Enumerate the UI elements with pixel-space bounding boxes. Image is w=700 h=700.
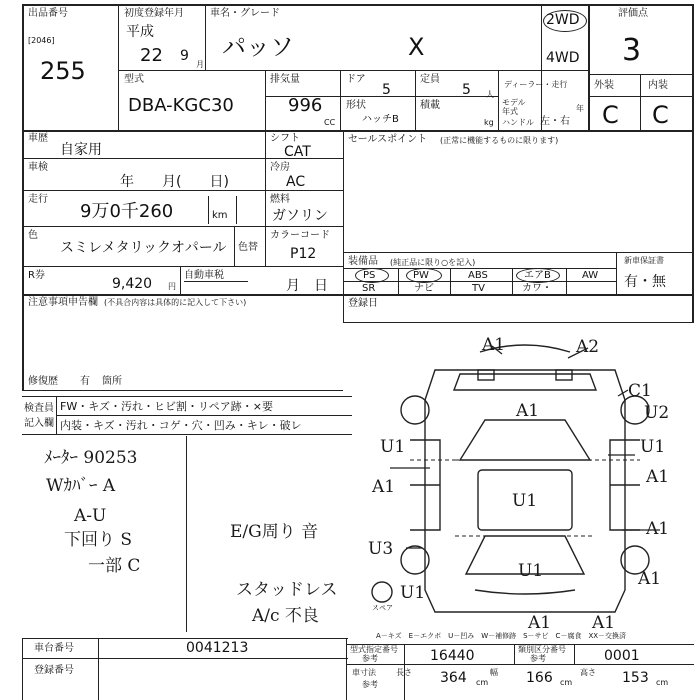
bottom-frame xyxy=(22,638,348,639)
ac-value: AC xyxy=(286,174,306,190)
spare-label: スペア xyxy=(372,604,393,612)
divider xyxy=(343,252,694,253)
divider xyxy=(22,434,352,435)
warranty-value: 有・無 xyxy=(624,274,666,290)
height-label: 高さ xyxy=(580,668,596,677)
reg-month-unit: 月 xyxy=(196,60,204,69)
divider xyxy=(22,266,343,267)
damage-right-fender: U2 xyxy=(644,403,670,423)
displacement-label: 排気量 xyxy=(270,74,300,85)
capacity-value: 5 xyxy=(462,82,471,98)
divider xyxy=(415,70,416,130)
selling-label: セールスポイント xyxy=(348,134,428,145)
equipment-label: 装備品 xyxy=(348,256,378,267)
recycle-value: 9,420 xyxy=(112,276,153,292)
divider xyxy=(616,252,617,294)
drive-4wd: 4WD xyxy=(546,50,580,66)
capacity-label: 定員 xyxy=(420,74,440,85)
reg-year: 22 xyxy=(140,45,163,66)
fuel-label: 燃料 xyxy=(270,194,290,205)
frame-left xyxy=(22,4,24,390)
frame-right xyxy=(692,4,694,322)
bottom-grid xyxy=(346,664,694,665)
ext-value: C xyxy=(602,101,619,129)
doors-label: ドア xyxy=(346,74,366,85)
divider xyxy=(640,74,641,130)
notes-label: 注意事項申告欄 xyxy=(28,297,98,308)
damage-rear-bumper: A1 xyxy=(528,613,552,630)
chassis-value: 0041213 xyxy=(186,640,249,656)
notes-divider xyxy=(186,436,187,632)
length-unit: cm xyxy=(476,678,489,687)
recycle-unit: 円 xyxy=(168,282,176,291)
hand-note-wcover: Wｶﾊﾞｰ A xyxy=(46,476,116,496)
reg-month: 9 xyxy=(180,48,189,64)
model-year-label: モデル年式 xyxy=(502,98,526,116)
equip-tv: TV xyxy=(472,283,485,294)
width-value: 166 xyxy=(526,670,553,686)
divider xyxy=(340,70,341,130)
inspector-label-2: 記入欄 xyxy=(24,418,54,429)
damage-rear-bumper-right: A1 xyxy=(592,613,616,630)
divider xyxy=(265,70,266,130)
inspector-row-2: 内装・キズ・汚れ・コゲ・穴・凹み・キレ・破レ xyxy=(60,419,302,432)
reg-date-label: 初度登録年月 xyxy=(124,8,184,19)
shape-value: ハッチB xyxy=(362,114,399,125)
damage-hood: A1 xyxy=(516,401,540,421)
repair-unit: 箇所 xyxy=(102,376,122,387)
equipment-grid xyxy=(343,268,616,269)
warranty-label: 新車保証書 xyxy=(624,256,664,265)
divider xyxy=(22,190,343,191)
int-label: 内装 xyxy=(648,80,668,91)
equip-aw: AW xyxy=(582,270,599,281)
mileage-label: 走行 xyxy=(28,194,48,205)
drive-2wd: 2WD xyxy=(546,12,580,28)
divider xyxy=(22,130,694,132)
load-label: 積載 xyxy=(420,100,440,111)
tax-label: 自動車税 xyxy=(184,270,224,281)
height-value: 153 xyxy=(622,670,649,686)
hand-note-under: 下回り S xyxy=(64,530,133,550)
length-label: 長さ xyxy=(396,668,412,677)
type-value: DBA-KGC30 xyxy=(128,95,234,116)
damage-right-door-front: U1 xyxy=(640,437,666,457)
shape-label: 形状 xyxy=(346,100,366,111)
color-code: P12 xyxy=(290,246,317,262)
reg-era: 平成 xyxy=(126,24,154,40)
divider xyxy=(588,96,694,97)
recycle-label: R券 xyxy=(28,270,45,281)
register-label: 登録日 xyxy=(348,298,378,309)
tax-underline xyxy=(184,281,248,282)
load-unit: kg xyxy=(484,118,494,127)
chassis-label: 車台番号 xyxy=(34,643,74,654)
width-label: 幅 xyxy=(490,668,498,677)
divider xyxy=(118,4,119,70)
mileage-box-line xyxy=(236,196,237,224)
equip-sr: SR xyxy=(362,283,376,294)
ac-label: 冷房 xyxy=(270,162,290,173)
hand-note-engine: E/G周り 音 xyxy=(230,522,319,542)
damage-right-door: A1 xyxy=(646,467,670,487)
height-unit: cm xyxy=(656,678,669,687)
equip-pw: PW xyxy=(413,270,429,281)
class-designation-value: 0001 xyxy=(604,648,640,664)
color-label: 色 xyxy=(28,230,38,241)
divider xyxy=(118,70,589,71)
type-designation-label: 型式指定番号 xyxy=(350,645,398,654)
divider xyxy=(22,294,694,296)
divider xyxy=(265,130,266,266)
divider xyxy=(498,70,499,130)
dimensions-label: 車寸法 xyxy=(352,668,376,677)
displacement-value: 996 xyxy=(288,95,323,116)
model-grade: X xyxy=(408,33,425,61)
shift-label: シフト xyxy=(270,133,300,144)
inspector-row-1: FW・キズ・汚れ・ヒビ割・リペア跡・×要 xyxy=(60,400,273,413)
equip-navi: ナビ xyxy=(414,283,434,294)
mileage-unit: km xyxy=(212,210,228,221)
model-year-unit: 年 xyxy=(576,104,584,113)
doors-value: 5 xyxy=(382,82,391,98)
divider xyxy=(588,4,590,130)
damage-left-quarter: U1 xyxy=(400,583,426,603)
car-damage-diagram xyxy=(360,330,690,630)
notes-sub: (不具合内容は具体的に記入して下さい) xyxy=(104,298,247,307)
divider xyxy=(205,4,206,70)
tax-text: 月 日 xyxy=(286,278,328,294)
equipment-grid xyxy=(398,268,399,294)
damage-left-door: A1 xyxy=(372,477,396,497)
color-code-label: カラーコード xyxy=(270,230,330,241)
ext-label: 外装 xyxy=(594,80,614,91)
handle-label: ハンドル xyxy=(502,118,534,127)
score-value: 3 xyxy=(622,33,642,68)
color-value: スミレメタリックオパール xyxy=(60,240,227,256)
type-designation-value: 16440 xyxy=(430,648,475,664)
equipment-note: (純正品に限り○を記入) xyxy=(390,258,476,267)
recycle-divider xyxy=(180,266,181,294)
divider xyxy=(22,390,343,391)
registration-label: 登録番号 xyxy=(34,665,74,676)
lot-number: 255 xyxy=(40,57,86,85)
length-value: 364 xyxy=(440,670,467,686)
lot-sub: [2046] xyxy=(28,36,55,45)
repair-label: 修復歴 xyxy=(28,376,58,387)
inspector-label-1: 検査員 xyxy=(24,403,54,414)
handle-options: 左・右 xyxy=(540,116,570,127)
fuel-value: ガソリン xyxy=(272,208,328,224)
equip-leather: カワ・ xyxy=(522,283,552,294)
damage-right-quarter: A1 xyxy=(638,569,662,589)
equipment-grid xyxy=(450,268,451,294)
equip-ps: PS xyxy=(363,270,376,281)
divider xyxy=(343,322,694,323)
dimensions-sub: 参考 xyxy=(362,680,378,689)
damage-legend: A－キズ E－エクボ U－凹み W－補修跡 S－サビ C－腐食 XX－交換済 xyxy=(376,632,627,640)
hand-note-studless: スタッドレス xyxy=(236,580,338,600)
inspection-label: 車検 xyxy=(28,162,48,173)
divider xyxy=(22,226,343,227)
shift-value: CAT xyxy=(284,144,311,160)
equip-abs: ABS xyxy=(468,270,488,281)
damage-right-fender-top: C1 xyxy=(628,381,652,401)
bottom-frame xyxy=(22,658,348,659)
mileage-value: 9万0千260 xyxy=(80,201,174,222)
type-designation-sub: 参考 xyxy=(362,654,378,663)
equipment-grid xyxy=(512,268,513,294)
damage-roof: U1 xyxy=(512,491,538,511)
hand-note-ac: A/c 不良 xyxy=(252,606,319,626)
damage-rear-window: U1 xyxy=(518,561,544,581)
frame-top xyxy=(22,4,694,6)
damage-left-fender: U1 xyxy=(380,437,406,457)
usage-label: 車歴 xyxy=(28,133,48,144)
equipment-grid xyxy=(566,268,567,294)
bottom-grid xyxy=(514,644,515,664)
damage-right-rear: A1 xyxy=(646,519,670,539)
bottom-frame xyxy=(98,638,99,700)
color-divider xyxy=(234,226,235,266)
bottom-frame xyxy=(346,638,347,700)
repair-value: 有 xyxy=(80,376,90,387)
model-label: 車名・グレード xyxy=(210,8,280,19)
equip-airbag: エアB xyxy=(524,270,551,281)
capacity-unit: 人 xyxy=(486,90,494,99)
lot-label: 出品番号 xyxy=(28,8,68,19)
damage-front-bumper: A1 xyxy=(482,335,506,355)
divider xyxy=(118,70,119,130)
bottom-frame xyxy=(22,638,23,700)
equipment-grid xyxy=(343,281,616,282)
usage-value: 自家用 xyxy=(60,142,102,158)
divider xyxy=(541,4,542,130)
displacement-unit: CC xyxy=(324,118,336,127)
divider xyxy=(22,396,352,397)
type-label: 型式 xyxy=(124,74,144,85)
color-change-label: 色替 xyxy=(238,242,258,253)
damage-front-right: A2 xyxy=(576,337,600,357)
mileage-box-line xyxy=(208,196,209,224)
hand-note-meter: ﾒｰﾀｰ 90253 xyxy=(44,448,138,468)
class-designation-sub: 参考 xyxy=(530,654,546,663)
selling-note: (正常に機能するものに限ります) xyxy=(440,136,559,145)
hand-note-au: A-U xyxy=(74,506,107,526)
score-label: 評価点 xyxy=(618,8,648,19)
hand-note-part: 一部 C xyxy=(88,556,141,576)
bottom-grid xyxy=(574,644,575,664)
int-value: C xyxy=(652,101,669,129)
model-name: パッソ xyxy=(222,33,294,61)
divider xyxy=(588,74,694,75)
width-unit: cm xyxy=(560,678,573,687)
damage-left-rear: U3 xyxy=(368,539,394,559)
dealer-label: ディーラー・走行 xyxy=(504,80,568,89)
inspection-text: 年 月( 日) xyxy=(120,174,229,190)
inspector-divider xyxy=(56,415,352,416)
class-designation-label: 類別区分番号 xyxy=(518,645,566,654)
